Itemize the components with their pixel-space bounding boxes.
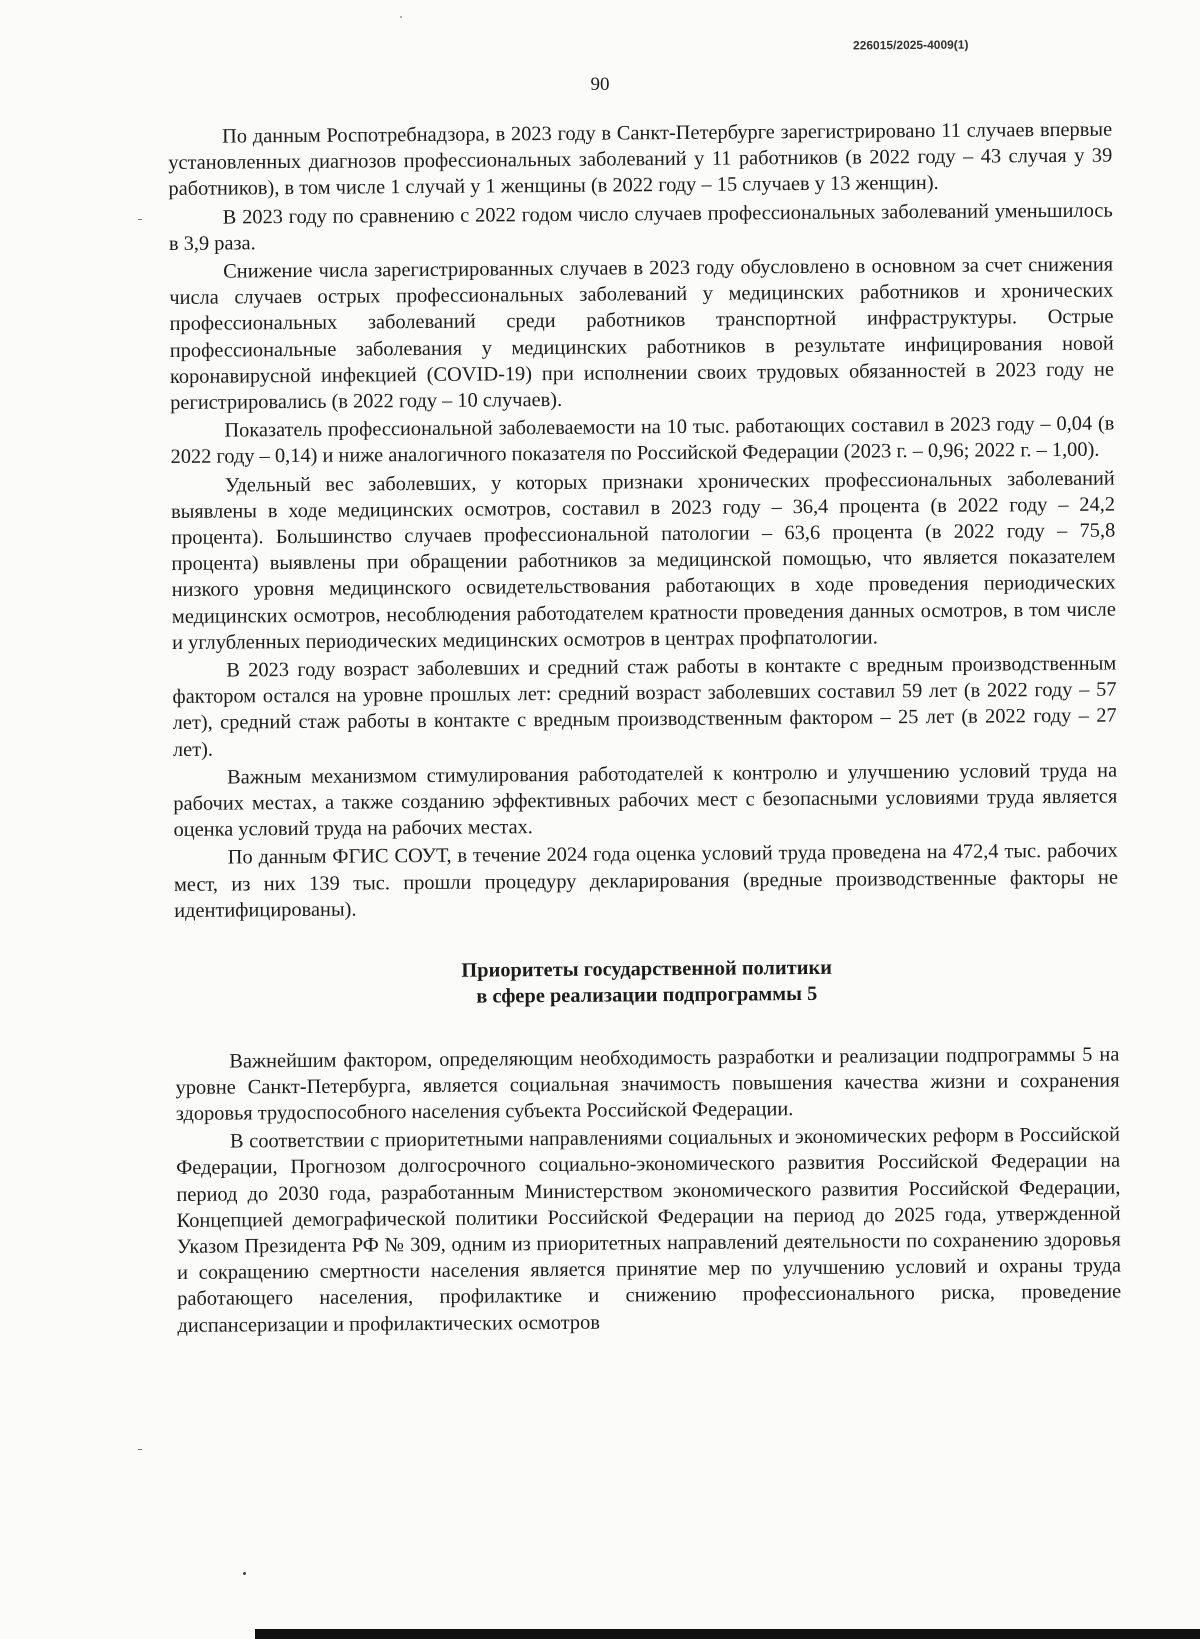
paragraph: Важным механизмом стимулирования работодателей к контролю и улучшению условий труда на рабочих местах, а также созданию эффективных рабочих мест с безопасными условиями труда является оценка условий труда на рабочих местах. bbox=[173, 759, 1118, 842]
paragraph: По данным Роспотребнадзора, в 2023 году в Санкт-Петербурге зарегистрировано 11 случаев впервые установленных диагнозов профессиональных заболеваний у 11 работников (в 2022 году – 43 случая у 39 работников), в том числе 1 случай у 1 женщины (в 2022 году – 15 случаев у 13 женщин). bbox=[168, 118, 1113, 201]
paragraph: Снижение числа зарегистрированных случаев в 2023 году обусловлено в основном за счет снижения числа случаев острых профессиональных заболеваний у медицинских работников и хронических профессиональных заболеваний среди работников транспортной инфраструктуры. Острые профессиональные заболевания у медицинских работников в результате инфицирования новой коронавирусной инфекцией (COVID-19) при исполнении своих трудовых обязанностей в 2023 году не регистрировались (в 2022 году – 10 случаев). bbox=[169, 253, 1115, 415]
scan-dot bbox=[243, 1572, 246, 1575]
paragraph: Показатель профессиональной заболеваемости на 10 тыс. работающих составил в 2023 году – 0,04 (в 2022 году – 0,14) и ниже аналогичного показателя по Российской Федерации (2023 г. – 0,96; 2022 г. – 1,00). bbox=[170, 412, 1115, 469]
scan-margin-mark bbox=[138, 219, 142, 220]
paragraph: По данным ФГИС СОУТ, в течение 2024 года оценка условий труда проведена на 472,4 тыс. рабочих мест, из них 139 тыс. прошли процедуру декларирования (вредные производственные факторы не идентифицированы). bbox=[173, 840, 1119, 922]
scan-speck bbox=[400, 16, 402, 18]
section-heading-line-1: Приоритеты государственной политики bbox=[461, 956, 833, 982]
scan-margin-mark bbox=[138, 1449, 142, 1450]
paragraph: Важнейшим фактором, определяющим необходимость разработки и реализации подпрограммы 5 на уровне Санкт-Петербурга, является социальная значимость повышения качества жизни и сохранения здоровья трудоспособного населения субъекта Российской Федерации. bbox=[175, 1043, 1120, 1125]
paragraph: В 2023 году возраст заболевших и средний стаж работы в контакте с вредным производственным фактором остался на уровне прошлых лет: средний возраст заболевших составил 59 лет (в 2022 году – 57 лет), средний стаж работы в контакте с вредным производственным фактором – 25 лет (в 2022 году – 27 лет). bbox=[172, 652, 1117, 761]
scan-bottom-edge bbox=[255, 1629, 1200, 1639]
document-body bbox=[168, 117, 1122, 1341]
paragraph: В соответствии с приоритетными направлениями социальных и экономических реформ в Российской Федерации, Прогнозом долгосрочного социально-экономического развития Российской Федерации на период до 2030 года, разработанным Министерством экономического развития Российской Федерации, Концепцией демографической политики Российской Федерации на период до 2025 года, утвержденной Указом Президента РФ № 309, одним из приоритетных направлений деятельности по сохранению здоровья и сокращению смертности населения является принятие мер по улучшению условий и охраны труда работающего населения, профилактике и снижению профессионального риска, проведение диспансеризации и профилактических осмотров bbox=[176, 1123, 1122, 1337]
paragraph: Удельный вес заболевших, у которых признаки хронических профессиональных заболеваний выявлены в ходе медицинских осмотров, составил в 2023 году – 36,4 процента (в 2022 году – 24,2 процента). Большинство случаев профессиональной патологии – 63,6 процента (в 2022 году – 75,8 процента) выявлены при обращении работников за медицинской помощью, что является показателем низкого уровня медицинского освидетельствования работающих в ходе проведения периодических медицинских осмотров, несоблюдения работодателем кратности проведения данных осмотров, в том числе и углубленных периодических медицинских осмотров в центрах профпатологии. bbox=[170, 467, 1116, 654]
section-heading bbox=[175, 953, 1119, 1013]
section-heading-line-2: в сфере реализации подпрограммы 5 bbox=[476, 983, 818, 1008]
paragraph: В 2023 году по сравнению с 2022 годом число случаев профессиональных заболеваний уменьшилось в 3,9 раза. bbox=[168, 199, 1113, 255]
document-id: 226015/2025-4009(1) bbox=[852, 37, 969, 53]
page-number: 90 bbox=[590, 74, 610, 95]
